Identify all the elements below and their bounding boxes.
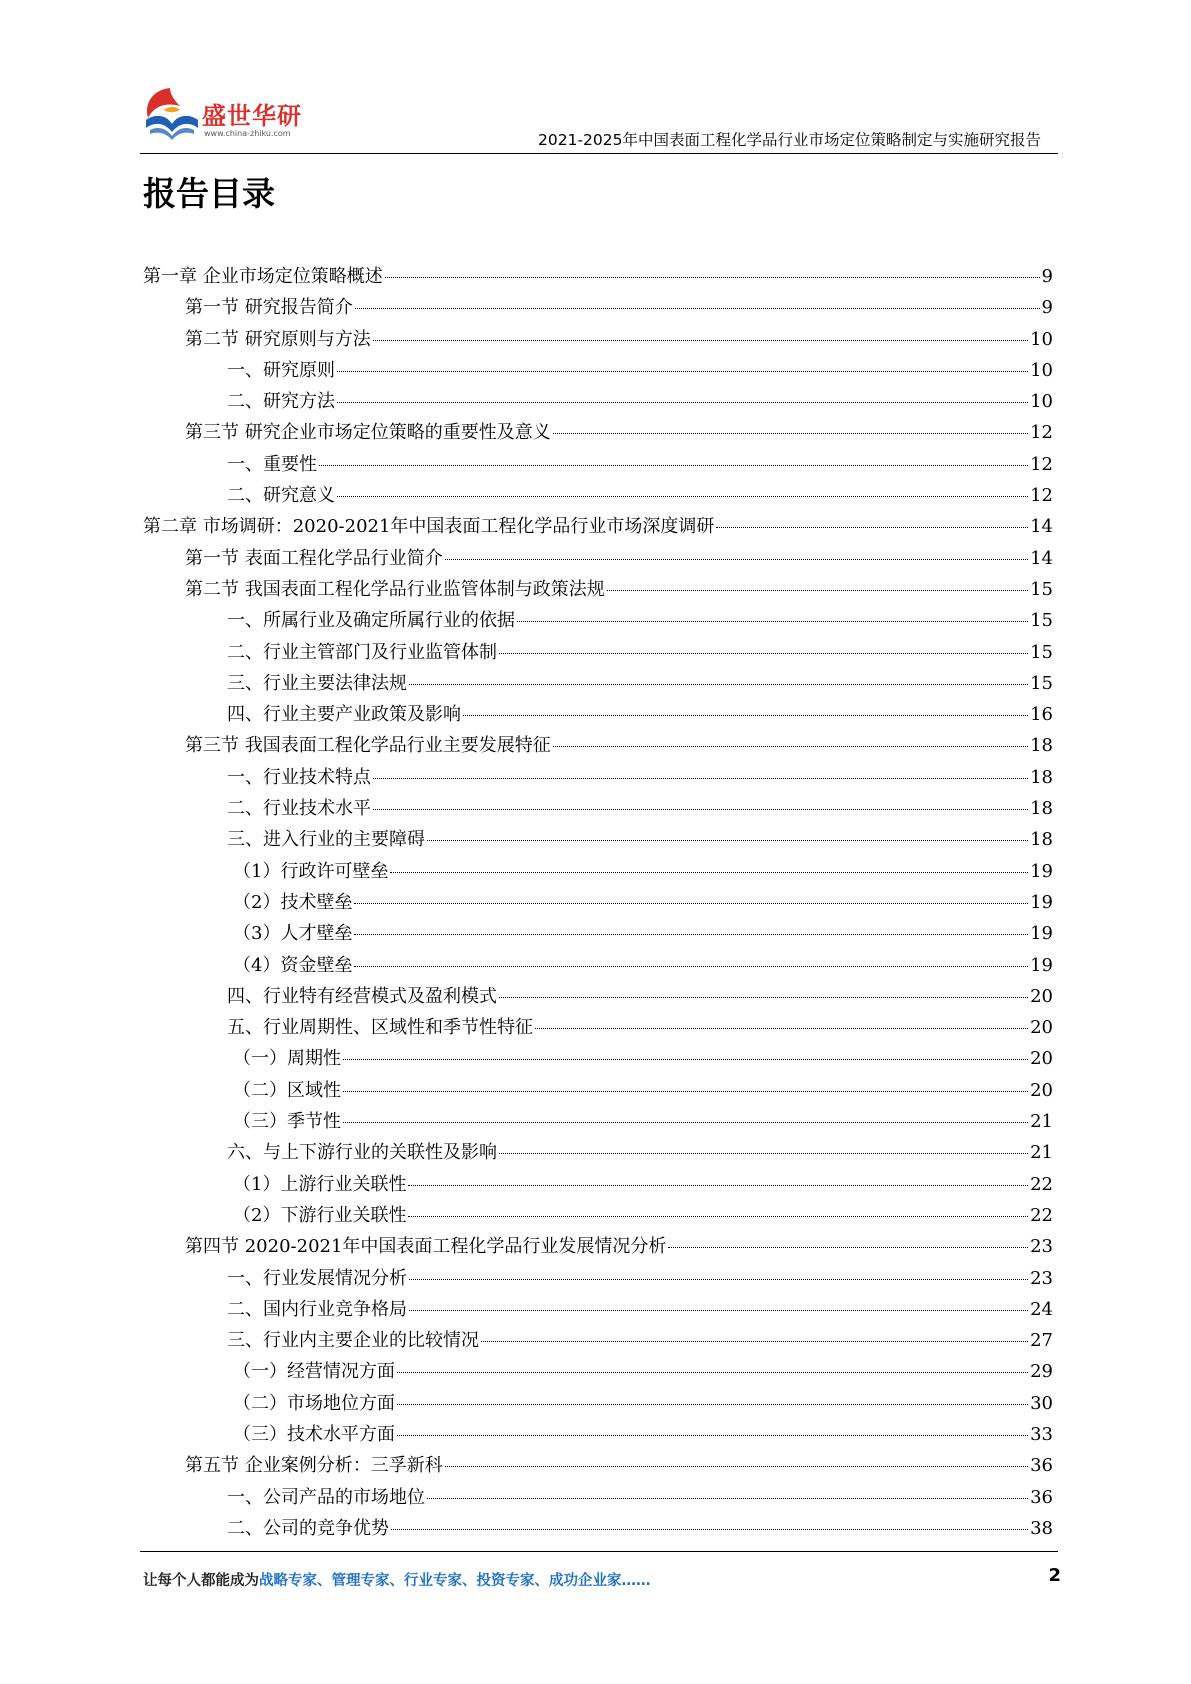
toc-entry[interactable] <box>143 763 1053 794</box>
toc-entry[interactable] <box>143 1201 1053 1232</box>
toc-entry-label: 二、行业技术水平 <box>227 798 371 820</box>
toc-entry-label: 第一章 企业市场定位策略概述 <box>143 266 383 287</box>
toc-dot-leader <box>481 1341 1028 1342</box>
toc-entry-page: 23 <box>1030 1267 1053 1289</box>
toc-entry-label: （三）季节性 <box>233 1111 341 1133</box>
toc-dot-leader <box>499 653 1028 654</box>
footer-slogan-prefix: 让每个人都能成为 <box>143 1573 259 1589</box>
toc-entry-label: 第一节 研究报告简介 <box>185 297 353 319</box>
toc-entry[interactable] <box>143 638 1053 669</box>
toc-entry-page: 18 <box>1030 766 1053 788</box>
toc-dot-leader <box>535 1028 1028 1029</box>
toc-entry[interactable] <box>143 1357 1053 1388</box>
toc-entry-label: （2）技术壁垒 <box>233 891 353 913</box>
toc-entry-label: 第四节 2020-2021年中国表面工程化学品行业发展情况分析 <box>185 1236 667 1258</box>
toc-entry-page: 12 <box>1030 485 1053 507</box>
toc-dot-leader <box>517 621 1028 622</box>
toc-entry-label: 二、研究意义 <box>227 485 335 507</box>
page-number: 2 <box>1048 1565 1061 1586</box>
toc-entry[interactable] <box>143 293 1053 324</box>
toc-entry-label: 第二章 市场调研：2020-2021年中国表面工程化学品行业市场深度调研 <box>143 516 715 538</box>
toc-entry[interactable] <box>143 481 1053 512</box>
table-of-contents <box>143 262 1053 1545</box>
toc-entry-page: 10 <box>1030 391 1053 413</box>
toc-entry-label: 第三节 研究企业市场定位策略的重要性及意义 <box>185 422 551 444</box>
toc-entry-page: 38 <box>1030 1517 1053 1539</box>
toc-entry-page: 24 <box>1030 1298 1053 1320</box>
toc-entry-label: （4）资金壁垒 <box>233 954 353 976</box>
toc-entry-label: 四、行业主要产业政策及影响 <box>227 704 461 726</box>
toc-entry-label: 第一节 表面工程化学品行业简介 <box>185 547 443 569</box>
toc-entry-page: 16 <box>1030 704 1053 726</box>
toc-entry-page: 20 <box>1030 985 1053 1007</box>
toc-entry-label: 二、研究方法 <box>227 391 335 413</box>
toc-entry-label: 三、进入行业的主要障碍 <box>227 829 425 851</box>
toc-entry[interactable] <box>143 1389 1053 1420</box>
report-title: 2021-2025年中国表面工程化学品行业市场定位策略制定与实施研究报告 <box>538 131 1041 149</box>
toc-dot-leader <box>409 1279 1028 1280</box>
toc-dot-leader <box>397 1435 1028 1436</box>
logo-url: www.china-zhiku.com <box>204 129 291 138</box>
toc-dot-leader <box>463 715 1028 716</box>
toc-entry-page: 20 <box>1030 1079 1053 1101</box>
toc-entry-page: 21 <box>1030 1142 1053 1164</box>
toc-entry[interactable] <box>143 1107 1053 1138</box>
toc-dot-leader <box>337 402 1028 403</box>
toc-entry[interactable] <box>143 1514 1053 1545</box>
toc-entry-page: 36 <box>1030 1486 1053 1508</box>
footer-divider <box>140 1551 1058 1552</box>
toc-entry-page: 19 <box>1030 860 1053 882</box>
toc-entry-page: 18 <box>1030 735 1053 757</box>
toc-entry[interactable] <box>143 1451 1053 1482</box>
company-logo <box>140 84 320 146</box>
toc-entry-page: 20 <box>1030 1048 1053 1070</box>
toc-dot-leader <box>607 590 1028 591</box>
toc-entry-page: 21 <box>1030 1111 1053 1133</box>
toc-entry[interactable] <box>143 418 1053 449</box>
footer-slogan <box>143 1569 651 1590</box>
toc-dot-leader <box>397 1372 1028 1373</box>
toc-dot-leader <box>408 1185 1028 1186</box>
toc-entry-page: 14 <box>1030 516 1053 538</box>
toc-entry[interactable] <box>143 606 1053 637</box>
toc-entry-label: 第二节 研究原则与方法 <box>185 328 371 350</box>
toc-entry-label: 第二节 我国表面工程化学品行业监管体制与政策法规 <box>185 578 605 600</box>
toc-entry[interactable] <box>143 982 1053 1013</box>
toc-dot-leader <box>373 778 1028 779</box>
toc-entry[interactable] <box>143 1420 1053 1451</box>
logo-emblem-icon <box>140 84 204 146</box>
toc-entry-label: （一）周期性 <box>233 1048 341 1070</box>
toc-dot-leader <box>343 1059 1028 1060</box>
toc-entry-label: 三、行业主要法律法规 <box>227 672 407 694</box>
toc-dot-leader <box>408 1216 1028 1217</box>
toc-entry-label: 第五节 企业案例分析：三孚新科 <box>185 1455 443 1477</box>
toc-entry-label: 一、公司产品的市场地位 <box>227 1486 425 1508</box>
toc-entry-page: 15 <box>1030 578 1053 600</box>
toc-entry[interactable] <box>143 825 1053 856</box>
toc-entry-label: （一）经营情况方面 <box>233 1361 395 1383</box>
logo-name: 盛世华研 <box>202 102 302 130</box>
toc-entry[interactable] <box>143 857 1053 888</box>
toc-entry-label: 六、与上下游行业的关联性及影响 <box>227 1142 497 1164</box>
toc-dot-leader <box>499 1153 1028 1154</box>
toc-entry[interactable] <box>143 1013 1053 1044</box>
toc-entry[interactable] <box>143 1076 1053 1107</box>
toc-entry[interactable] <box>143 1483 1053 1514</box>
toc-entry[interactable] <box>143 1170 1053 1201</box>
toc-entry[interactable] <box>143 450 1053 481</box>
toc-dot-leader <box>427 1498 1028 1499</box>
toc-dot-leader <box>319 465 1028 466</box>
toc-entry-page: 19 <box>1030 923 1053 945</box>
toc-entry-page: 22 <box>1030 1173 1053 1195</box>
toc-entry-label: 一、所属行业及确定所属行业的依据 <box>227 610 515 632</box>
toc-entry-page: 30 <box>1030 1392 1053 1414</box>
toc-entry-page: 29 <box>1030 1361 1053 1383</box>
toc-entry-page: 18 <box>1030 829 1053 851</box>
toc-entry-label: 一、行业技术特点 <box>227 766 371 788</box>
toc-entry-page: 15 <box>1030 641 1053 663</box>
toc-entry[interactable] <box>143 575 1053 606</box>
footer-slogan-highlight: 战略专家、管理专家、行业专家、投资专家、成功企业家…… <box>259 1573 651 1589</box>
toc-dot-leader <box>445 1466 1028 1467</box>
toc-entry-page: 9 <box>1041 297 1053 319</box>
toc-entry-label: （1）行政许可壁垒 <box>233 860 389 882</box>
toc-dot-leader <box>409 684 1028 685</box>
toc-entry[interactable] <box>143 356 1053 387</box>
toc-dot-leader <box>337 496 1028 497</box>
page-heading: 报告目录 <box>143 174 275 213</box>
toc-dot-leader <box>355 308 1040 309</box>
toc-dot-leader <box>499 997 1028 998</box>
toc-entry-label: 一、重要性 <box>227 453 317 475</box>
toc-entry-page: 33 <box>1030 1423 1053 1445</box>
toc-dot-leader <box>445 559 1028 560</box>
toc-dot-leader <box>343 1122 1028 1123</box>
toc-entry-page: 12 <box>1030 453 1053 475</box>
toc-entry[interactable] <box>143 1044 1053 1075</box>
toc-entry[interactable] <box>143 1295 1053 1326</box>
toc-entry[interactable] <box>143 794 1053 825</box>
toc-entry-label: 第三节 我国表面工程化学品行业主要发展特征 <box>185 735 551 757</box>
toc-entry[interactable] <box>143 1264 1053 1295</box>
toc-entry-label: 三、行业内主要企业的比较情况 <box>227 1330 479 1352</box>
toc-entry-page: 15 <box>1030 672 1053 694</box>
toc-entry[interactable] <box>143 544 1053 575</box>
toc-entry-label: 二、国内行业竞争格局 <box>227 1298 407 1320</box>
header-divider <box>140 153 1058 154</box>
toc-dot-leader <box>409 1310 1028 1311</box>
toc-entry[interactable] <box>143 325 1053 356</box>
toc-dot-leader <box>354 903 1028 904</box>
toc-entry-page: 15 <box>1030 610 1053 632</box>
toc-dot-leader <box>553 433 1028 434</box>
toc-dot-leader <box>373 340 1028 341</box>
toc-entry-page: 19 <box>1030 954 1053 976</box>
toc-entry[interactable] <box>143 731 1053 762</box>
toc-dot-leader <box>354 934 1028 935</box>
toc-entry[interactable] <box>143 262 1053 293</box>
toc-entry-label: 一、行业发展情况分析 <box>227 1267 407 1289</box>
toc-entry[interactable] <box>143 951 1053 982</box>
toc-entry[interactable] <box>143 387 1053 418</box>
toc-entry-page: 14 <box>1030 547 1053 569</box>
toc-entry-label: （2）下游行业关联性 <box>233 1204 407 1226</box>
toc-dot-leader <box>553 746 1028 747</box>
toc-dot-leader <box>397 1404 1028 1405</box>
toc-dot-leader <box>668 1247 1028 1248</box>
toc-dot-leader <box>354 966 1028 967</box>
toc-entry-label: 二、公司的竞争优势 <box>227 1517 389 1539</box>
toc-entry-page: 12 <box>1030 422 1053 444</box>
toc-entry[interactable] <box>143 512 1053 543</box>
toc-entry[interactable] <box>143 669 1053 700</box>
toc-entry[interactable] <box>143 1138 1053 1169</box>
toc-entry-label: （二）区域性 <box>233 1079 341 1101</box>
toc-entry[interactable] <box>143 1326 1053 1357</box>
toc-entry-page: 19 <box>1030 891 1053 913</box>
toc-entry-label: 二、行业主管部门及行业监管体制 <box>227 641 497 663</box>
toc-entry-label: （1）上游行业关联性 <box>233 1173 407 1195</box>
toc-entry[interactable] <box>143 919 1053 950</box>
toc-dot-leader <box>391 1529 1028 1530</box>
toc-entry[interactable] <box>143 1232 1053 1263</box>
toc-entry-page: 27 <box>1030 1330 1053 1352</box>
toc-entry-label: 四、行业特有经营模式及盈利模式 <box>227 985 497 1007</box>
toc-dot-leader <box>373 809 1028 810</box>
toc-dot-leader <box>390 872 1028 873</box>
toc-entry-label: 五、行业周期性、区域性和季节性特征 <box>227 1017 533 1039</box>
toc-entry-page: 22 <box>1030 1204 1053 1226</box>
toc-entry-page: 18 <box>1030 798 1053 820</box>
toc-entry-page: 20 <box>1030 1017 1053 1039</box>
toc-dot-leader <box>337 371 1028 372</box>
toc-entry-page: 9 <box>1041 266 1053 287</box>
toc-dot-leader <box>716 527 1028 528</box>
toc-dot-leader <box>343 1091 1028 1092</box>
toc-entry-label: 一、研究原则 <box>227 359 335 381</box>
toc-entry-label: （3）人才壁垒 <box>233 923 353 945</box>
toc-entry-page: 36 <box>1030 1455 1053 1477</box>
toc-entry-page: 10 <box>1030 328 1053 350</box>
toc-entry-page: 23 <box>1030 1236 1053 1258</box>
toc-entry-label: （二）市场地位方面 <box>233 1392 395 1414</box>
toc-entry-page: 10 <box>1030 359 1053 381</box>
toc-dot-leader <box>385 277 1040 278</box>
toc-dot-leader <box>427 840 1028 841</box>
toc-entry[interactable] <box>143 888 1053 919</box>
toc-entry[interactable] <box>143 700 1053 731</box>
toc-entry-label: （三）技术水平方面 <box>233 1423 395 1445</box>
